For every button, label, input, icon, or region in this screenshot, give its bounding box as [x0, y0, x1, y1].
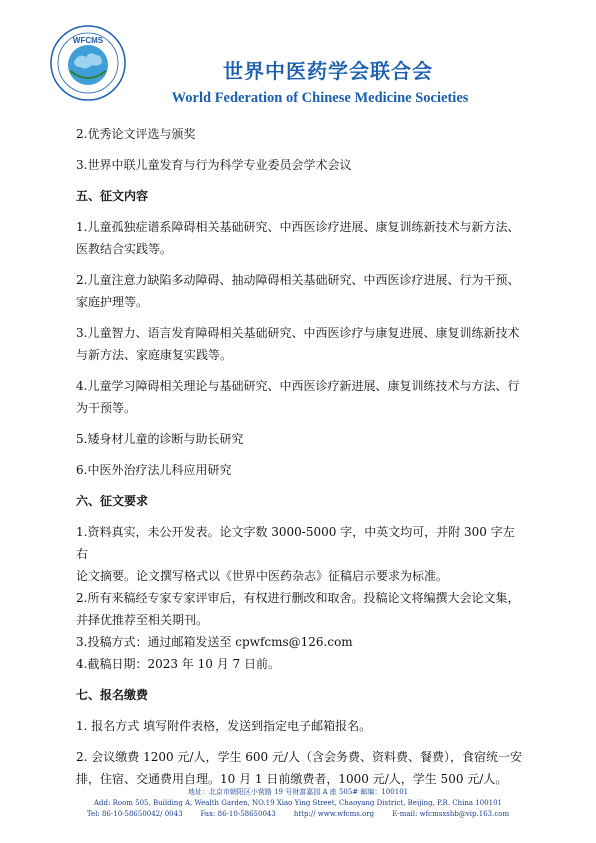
wfcms-logo-icon — [50, 25, 126, 101]
svg-text:WFCMS: WFCMS — [72, 36, 104, 45]
list-item-cont: 与新方法、家庭康复实践等。 — [76, 348, 233, 362]
document-body — [76, 123, 526, 790]
list-item-cont: 家庭护理等。 — [76, 295, 149, 309]
footer-tel: Tel: 86-10-58650042/ 0043 — [86, 810, 183, 818]
footer-address-en: Add: Room 505, Building A, Wealth Garden, NO.19 Xiao Ying Street, Chaoyang District, Beijing, P.R. China 100101 — [93, 799, 503, 807]
letterhead — [0, 0, 596, 118]
list-item-cont: 论文摘要。论文撰写格式以《世界中医药杂志》征稿启示要求为标准。 — [76, 569, 449, 583]
footer-address-cn: 地址：北京市朝阳区小营路 19 号财富嘉园 A 座 505# 邮编：100101 — [187, 788, 409, 796]
org-name-cn: 世界中医药学会联合会 — [223, 59, 433, 83]
list-item: 4.截稿日期：2023 年 10 月 7 日前。 — [76, 657, 280, 671]
list-item-cont: 医教结合实践等。 — [76, 242, 173, 256]
list-item-cont: 排，住宿、交通费用自理。10 月 1 日前缴费者，1000 元/人，学生 500 元/人。 — [76, 772, 508, 786]
paragraph: 2.优秀论文评选与颁奖 — [76, 127, 196, 141]
list-item: 3.投稿方式：通过邮箱发送至 cpwfcms@126.com — [76, 635, 353, 649]
list-item: 1. 报名方式 填写附件表格，发送到指定电子邮箱报名。 — [76, 719, 372, 733]
list-item: 6.中医外治疗法儿科应用研究 — [76, 463, 232, 477]
letterhead-footer — [0, 787, 596, 820]
footer-web: http:// www.wfcms.org — [293, 810, 375, 818]
list-item: 2. 会议缴费 1200 元/人，学生 600 元/人（含会务费、资料费、餐费），食宿统一安 — [76, 750, 523, 764]
list-item-cont: 为干预等。 — [76, 401, 137, 415]
list-item: 4.儿童学习障碍相关理论与基础研究、中西医诊疗新进展、康复训练技术与方法、行 — [76, 379, 520, 393]
section-heading-6: 六、征文要求 — [76, 494, 149, 508]
org-name-en: World Federation of Chinese Medicine Societies — [171, 90, 469, 106]
paragraph: 3.世界中联儿童发育与行为科学专业委员会学术会议 — [76, 158, 352, 172]
list-item: 3.儿童智力、语言发育障碍相关基础研究、中西医诊疗与康复进展、康复训练新技术 — [76, 326, 520, 340]
list-item: 5.矮身材儿童的诊断与助长研究 — [76, 432, 244, 446]
footer-fax: Fax: 86-10-58650043 — [200, 810, 276, 818]
section-heading-5: 五、征文内容 — [76, 189, 149, 203]
section-heading-7: 七、报名缴费 — [76, 688, 149, 702]
list-item: 2.所有来稿经专家专家评审后，有权进行删改和取舍。投稿论文将编撰大会论文集， — [76, 591, 520, 605]
list-item: 1.儿童孤独症谱系障碍相关基础研究、中西医诊疗进展、康复训练新技术与新方法、 — [76, 220, 520, 234]
footer-email: E-mail: wfcmsxshb@vip.163.com — [392, 810, 510, 818]
list-item: 1.资料真实，未公开发表。论文字数 3000-5000 字，中英文均可，并附 300 字左右 — [76, 525, 515, 561]
list-item-cont: 并择优推荐至相关期刊。 — [76, 613, 209, 627]
list-item: 2.儿童注意力缺陷多动障碍、抽动障碍相关基础研究、中西医诊疗进展、行为干预、 — [76, 273, 520, 287]
